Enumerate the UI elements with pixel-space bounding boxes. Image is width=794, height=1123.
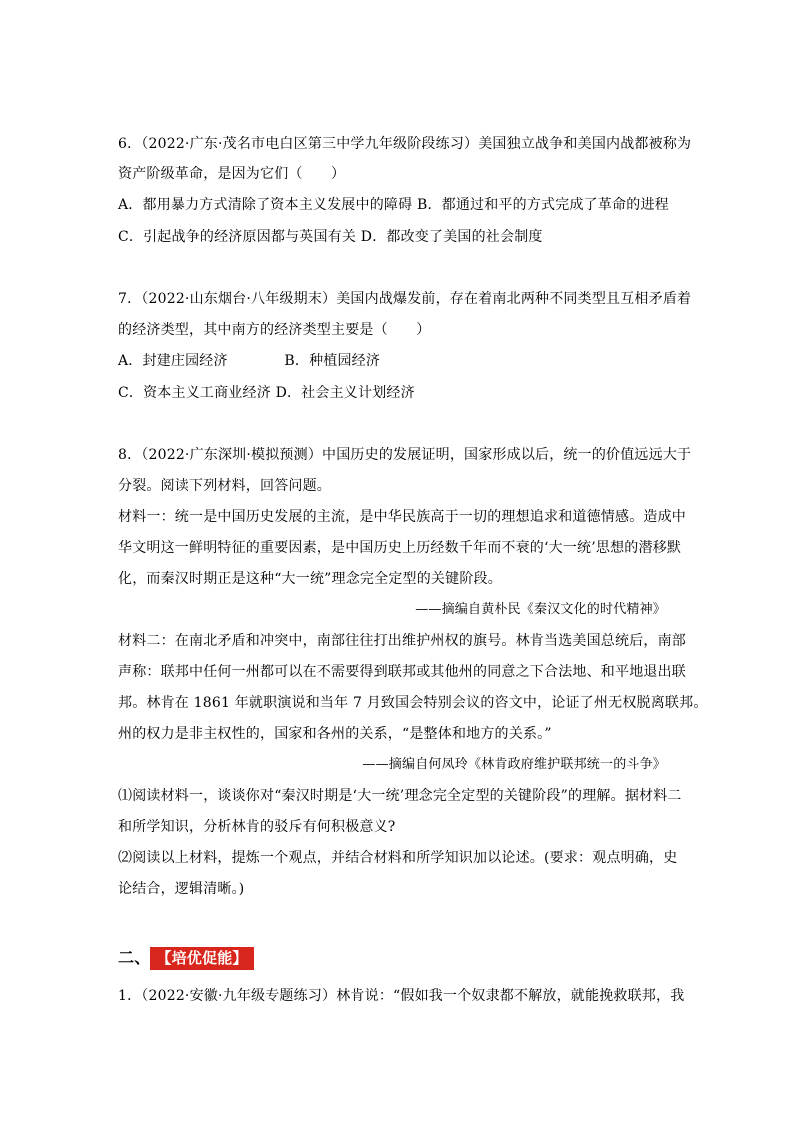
- q6-stem-line2: 资产阶级革命，是因为它们（ ）: [118, 166, 346, 182]
- q8-subquestion1-line1: ⑴阅读材料一，谈谈你对“秦汉时期是‘大一统’理念完全定型的关键阶段”的理解。据材料二: [118, 788, 682, 804]
- material2-line3: 邦。林肯在 1861 年就职演说和当年 7 月致国会特别会议的咨文中，论证了州无权脱离联邦。: [118, 695, 708, 711]
- material2-line2: 声称：联邦中任何一州都可以在不需要得到联邦或其他州的同意之下合法地、和平地退出联: [118, 664, 686, 680]
- q6-option-b: B．都通过和平的方式完成了革命的进程: [416, 197, 669, 213]
- q8-stem-line2: 分裂。阅读下列材料，回答问题。: [118, 478, 331, 494]
- next-question-line1: 1．（2022·安徽·九年级专题练习）林肯说：“假如我一个奴隶都不解放，就能挽救联邦，我: [118, 988, 685, 1004]
- q7-option-a: A．封建庄园经济: [118, 353, 228, 369]
- material2-line4: 州的权力是非主权性的，国家和各州的关系，“是整体和地方的关系。”: [118, 726, 552, 742]
- section-badge: 【培优促能】: [150, 947, 253, 970]
- q8-subquestion2-line1: ⑵阅读以上材料，提炼一个观点，并结合材料和所学知识加以论述。(要求：观点明确，史: [118, 850, 678, 866]
- q7-stem-line1: 7．（2022·山东烟台·八年级期末）美国内战爆发前，存在着南北两种不同类型且互相矛盾着: [118, 291, 692, 307]
- q6-options-row2: [118, 227, 543, 247]
- q6-option-a: A．都用暴力方式清除了资本主义发展中的障碍: [118, 197, 413, 213]
- material1-line3: 化，而秦汉时期正是这种“大一统”理念完全定型的关键阶段。: [118, 571, 502, 587]
- q7-option-b: B．种植园经济: [284, 353, 381, 369]
- material2-source: ——摘编自何凤玲《林肯政府维护联邦统一的斗争》: [362, 757, 666, 772]
- q7-stem-line2: 的经济类型，其中南方的经济类型主要是（ ）: [118, 322, 431, 338]
- q7-options-row2: [118, 383, 415, 403]
- material1-line1: 材料一：统一是中国历史发展的主流，是中华民族高于一切的理想追求和道德情感。造成中: [118, 509, 686, 525]
- q6-options-row1: [118, 195, 669, 215]
- q8-subquestion2-line2: 论结合，逻辑清晰。): [118, 881, 245, 897]
- q7-options-row1: [118, 351, 380, 371]
- material1-line2: 华文明这一鲜明特征的重要因素，是中国历史上历经数千年而不衰的‘大一统’思想的潜移默: [118, 540, 682, 556]
- material2-line1: 材料二：在南北矛盾和冲突中，南部往往打出维护州权的旗号。林肯当选美国总统后，南部: [118, 633, 686, 649]
- q6-stem-line1: 6．（2022·广东·茂名市电白区第三中学九年级阶段练习）美国独立战争和美国内战都被称为: [118, 136, 692, 152]
- q6-option-d: D．都改变了美国的社会制度: [360, 229, 543, 245]
- q7-option-d: D．社会主义计划经济: [275, 385, 415, 401]
- q8-subquestion1-line2: 和所学知识，分析林肯的驳斥有何积极意义?: [118, 819, 396, 835]
- material1-source: ——摘编自黄朴民《秦汉文化的时代精神》: [415, 602, 666, 617]
- q7-option-c: C．资本主义工商业经济: [118, 385, 271, 401]
- q8-stem-line1: 8．（2022·广东深圳·模拟预测）中国历史的发展证明，国家形成以后，统一的价值远远大于: [118, 447, 692, 463]
- q6-option-c: C．引起战争的经济原因都与英国有关: [118, 229, 357, 245]
- section-heading: [118, 947, 254, 970]
- section-number: 二、: [118, 948, 151, 967]
